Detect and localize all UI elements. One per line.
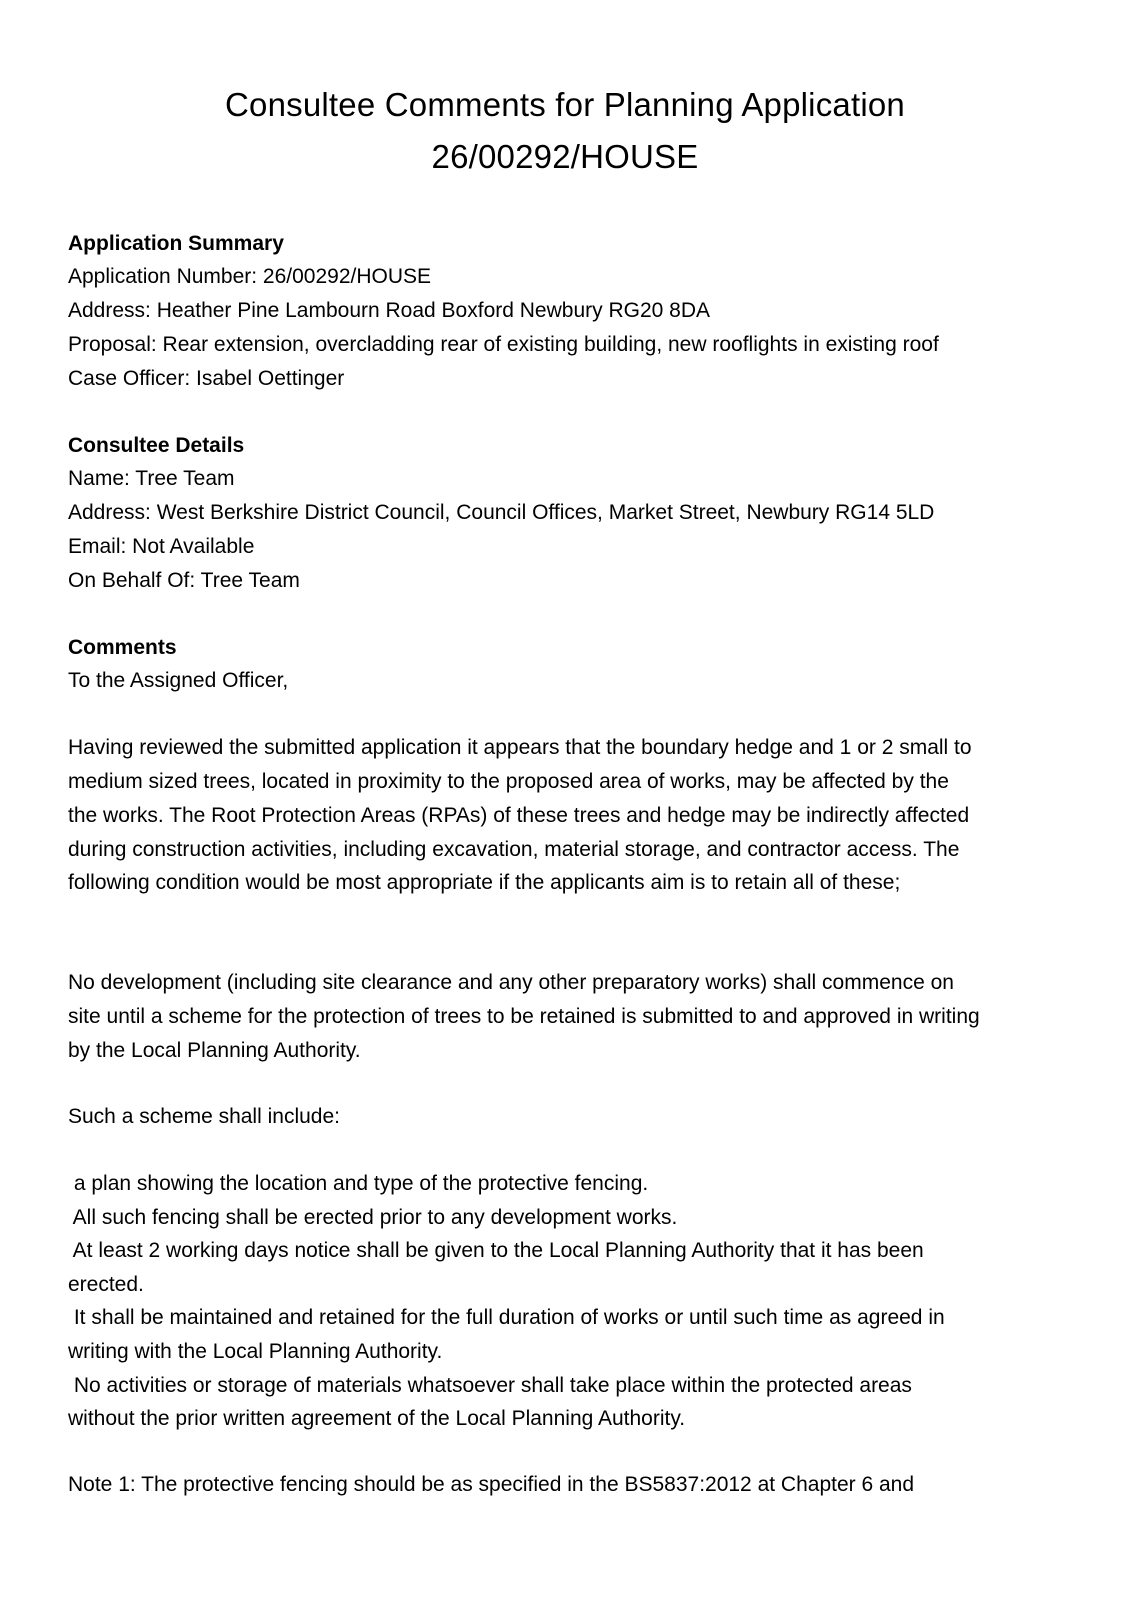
paragraph-line: by the Local Planning Authority. xyxy=(68,1039,361,1062)
application-number: Application Number: 26/00292/HOUSE xyxy=(68,265,432,288)
consultee-details-heading: Consultee Details xyxy=(68,434,245,457)
document-title-line-1: Consultee Comments for Planning Application xyxy=(225,86,905,123)
scheme-item: At least 2 working days notice shall be given to the Local Planning Authority that it has been xyxy=(68,1239,924,1262)
application-address: Address: Heather Pine Lambourn Road Boxford Newbury RG20 8DA xyxy=(68,299,710,322)
consultee-on-behalf-of: On Behalf Of: Tree Team xyxy=(68,569,300,592)
note-1: Note 1: The protective fencing should be as specified in the BS5837:2012 at Chapter 6 and xyxy=(68,1473,915,1496)
scheme-intro: Such a scheme shall include: xyxy=(68,1105,340,1128)
paragraph-line: the works. The Root Protection Areas (RPAs) of these trees and hedge may be indirectly affected xyxy=(68,804,970,827)
consultee-name: Name: Tree Team xyxy=(68,467,235,490)
paragraph-line: during construction activities, including excavation, material storage, and contractor access. The xyxy=(68,838,960,861)
application-proposal: Proposal: Rear extension, overcladding rear of existing building, new rooflights in existing roof xyxy=(68,333,939,356)
paragraph-line: No development (including site clearance and any other preparatory works) shall commence on xyxy=(68,971,954,994)
consultee-email: Email: Not Available xyxy=(68,535,255,558)
consultee-address: Address: West Berkshire District Council, Council Offices, Market Street, Newbury RG14 5LD xyxy=(68,501,935,524)
case-officer: Case Officer: Isabel Oettinger xyxy=(68,367,345,390)
scheme-item: without the prior written agreement of the Local Planning Authority. xyxy=(68,1407,686,1430)
scheme-item: No activities or storage of materials whatsoever shall take place within the protected areas xyxy=(68,1374,912,1397)
scheme-item: erected. xyxy=(68,1273,144,1296)
application-summary-heading: Application Summary xyxy=(68,232,284,255)
paragraph-line: medium sized trees, located in proximity to the proposed area of works, may be affected by the xyxy=(68,770,949,793)
document-title-line-2: 26/00292/HOUSE xyxy=(431,138,699,175)
scheme-item: All such fencing shall be erected prior to any development works. xyxy=(68,1206,678,1229)
comments-heading: Comments xyxy=(68,636,177,659)
scheme-item: writing with the Local Planning Authority. xyxy=(68,1340,443,1363)
scheme-item: It shall be maintained and retained for the full duration of works or until such time as agreed in xyxy=(68,1306,945,1329)
paragraph-line: site until a scheme for the protection of trees to be retained is submitted to and approved in writing xyxy=(68,1005,980,1028)
paragraph-line: Having reviewed the submitted application it appears that the boundary hedge and 1 or 2 small to xyxy=(68,736,972,759)
comments-salutation: To the Assigned Officer, xyxy=(68,669,289,692)
scheme-item: a plan showing the location and type of the protective fencing. xyxy=(68,1172,649,1195)
paragraph-line: following condition would be most appropriate if the applicants aim is to retain all of these; xyxy=(68,871,901,894)
